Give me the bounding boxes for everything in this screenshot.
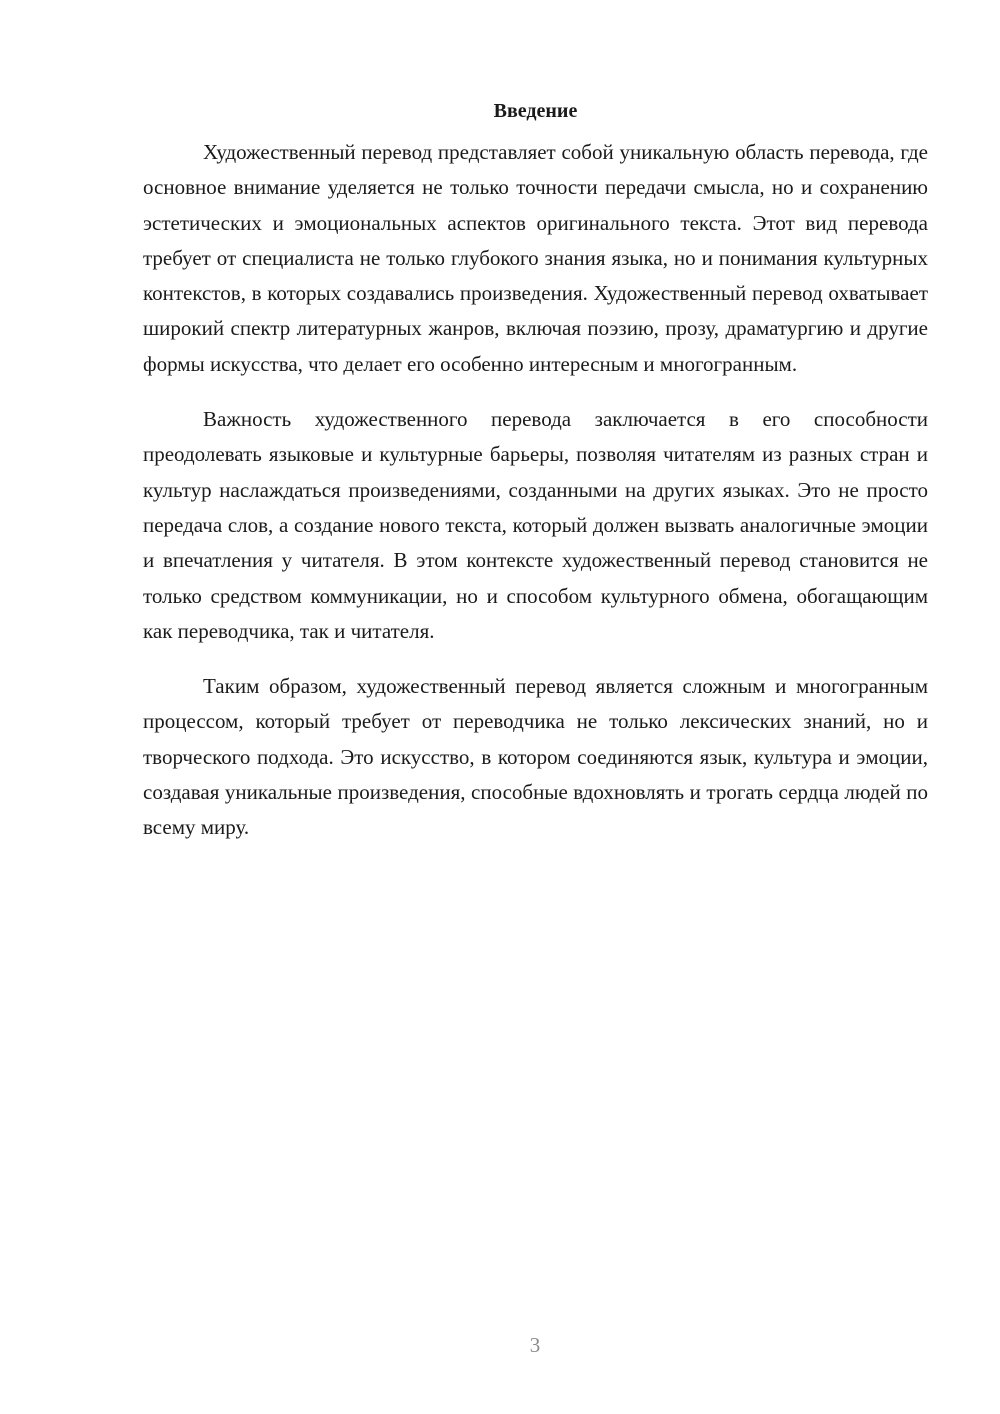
paragraph-3: Таким образом, художественный перевод является сложным и многогранным процессом, который требует от переводчика не только лексических знаний, но и творческого подхода. Это искусство, в котором соединяются язык, культура и эмоции, создавая уникальные произведения, способные вдохновлять и трогать сердца людей по всему миру.: [143, 674, 928, 840]
page-title: Введение: [493, 100, 578, 122]
page-number: 3: [529, 1333, 541, 1357]
paragraph-1: Художественный перевод представляет собой уникальную область перевода, где основное внимание уделяется не только точности передачи смысла, но и сохранению эстетических и эмоциональных аспектов оригинального текста. Этот вид перевода требует от специалиста не только глубокого знания языка, но и понимания культурных контекстов, в которых создавались произведения. Художественный перевод охватывает широкий спектр литературных жанров, включая поэзию, прозу, драматургию и другие формы искусства, что делает его особенно интересным и многогранным.: [143, 140, 928, 376]
paragraph-2: Важность художественного перевода заключается в его способности преодолевать языковые и культурные барьеры, позволяя читателям из разных стран и культур наслаждаться произведениями, созданными на других языках. Это не просто передача слов, а создание нового текста, который должен вызвать аналогичные эмоции и впечатления у читателя. В этом контексте художественный перевод становится не только средством коммуникации, но и способом культурного обмена, обогащающим как переводчика, так и читателя.: [143, 407, 928, 643]
page-content: [143, 97, 928, 866]
